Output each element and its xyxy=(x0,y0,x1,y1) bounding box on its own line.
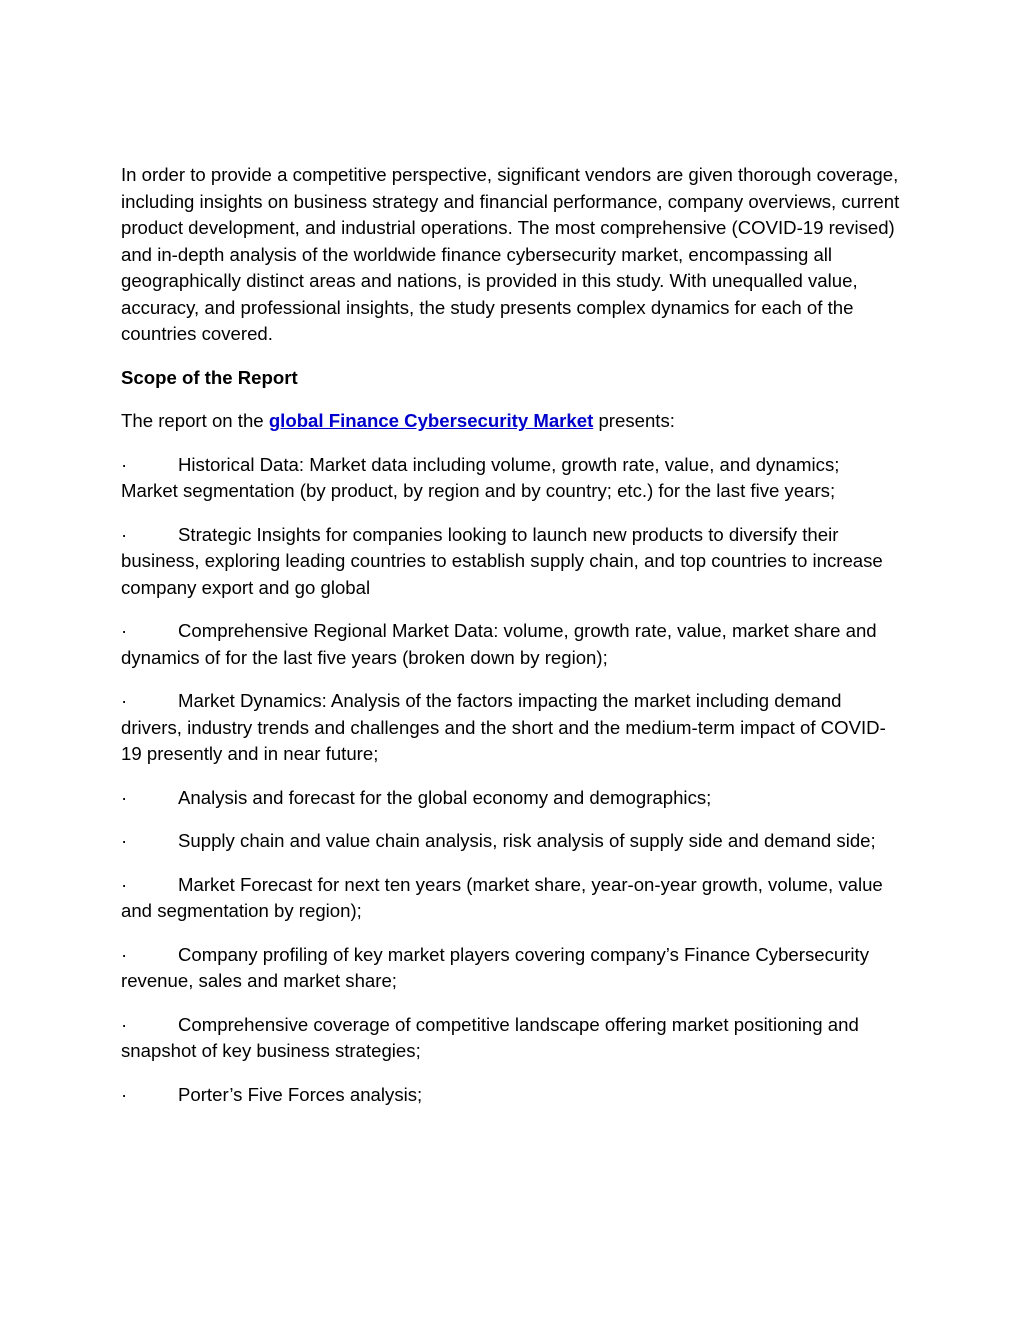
bullet-text: Supply chain and value chain analysis, risk analysis of supply side and demand side; xyxy=(178,830,876,851)
scope-heading: Scope of the Report xyxy=(121,366,298,388)
bullet-item xyxy=(121,1012,901,1065)
bullet-item xyxy=(121,785,901,812)
bullet-mark: · xyxy=(121,690,128,711)
bullet-item xyxy=(121,452,901,505)
bullet-mark: · xyxy=(121,453,128,475)
bullet-mark: · xyxy=(121,786,128,808)
market-report-link[interactable]: global Finance Cybersecurity Market xyxy=(268,410,594,431)
document-body xyxy=(121,162,901,1125)
bullet-text: Market Dynamics: Analysis of the factors impacting the market including demand drivers, industry trends and challenges and the short and the medium-term impact of COVID-19 presently and in near future; xyxy=(121,690,886,764)
bullet-mark: · xyxy=(121,620,128,641)
bullet-text: Strategic Insights for companies looking to launch new products to diversify their business, exploring leading countries to establish supply chain, and top countries to increase company export and go global xyxy=(121,523,883,598)
bullet-mark: · xyxy=(121,873,128,895)
bullet-mark: · xyxy=(121,1013,128,1035)
bullet-text: Market Forecast for next ten years (market share, year-on-year growth, volume, value and segmentation by region); xyxy=(121,873,883,921)
bullet-text: Porter’s Five Forces analysis; xyxy=(178,1083,423,1105)
bullet-mark: · xyxy=(121,943,128,965)
bullet-text: Historical Data: Market data including volume, growth rate, value, and dynamics; Market segmentation (by product, by region and by country; etc.) for the last five years; xyxy=(121,453,840,501)
bullet-item xyxy=(121,618,901,671)
bullet-text: Analysis and forecast for the global economy and demographics; xyxy=(178,786,712,808)
bullet-item xyxy=(121,688,901,768)
bullet-text: Comprehensive coverage of competitive landscape offering market positioning and snapshot of key business strategies; xyxy=(121,1013,859,1061)
report-line-prefix: The report on the xyxy=(121,410,269,431)
bullet-text: Company profiling of key market players covering company’s Finance Cybersecurity revenue, sales and market share; xyxy=(121,943,870,991)
report-intro-line xyxy=(121,408,901,435)
bullet-mark: · xyxy=(121,1083,128,1105)
bullet-item xyxy=(121,1082,901,1109)
intro-paragraph: In order to provide a competitive perspective, significant vendors are given thorough coverage, including insights on business strategy and financial performance, company overviews, current product development, and industrial operations. The most comprehensive (COVID-19 revised) and in-depth analysis of the worldwide finance cybersecurity market, encompassing all geographically distinct areas and nations, is provided in this study. With unequalled value, accuracy, and professional insights, the study presents complex dynamics for each of the countries covered. xyxy=(121,164,900,344)
bullet-mark: · xyxy=(121,830,128,851)
bullet-item xyxy=(121,942,901,995)
bullet-item xyxy=(121,872,901,925)
report-line-suffix: presents: xyxy=(593,410,675,431)
bullet-item xyxy=(121,828,901,855)
bullet-mark: · xyxy=(121,523,128,545)
bullet-item xyxy=(121,522,901,602)
bullet-text: Comprehensive Regional Market Data: volume, growth rate, value, market share and dynamics of for the last five years (broken down by region); xyxy=(121,620,877,668)
